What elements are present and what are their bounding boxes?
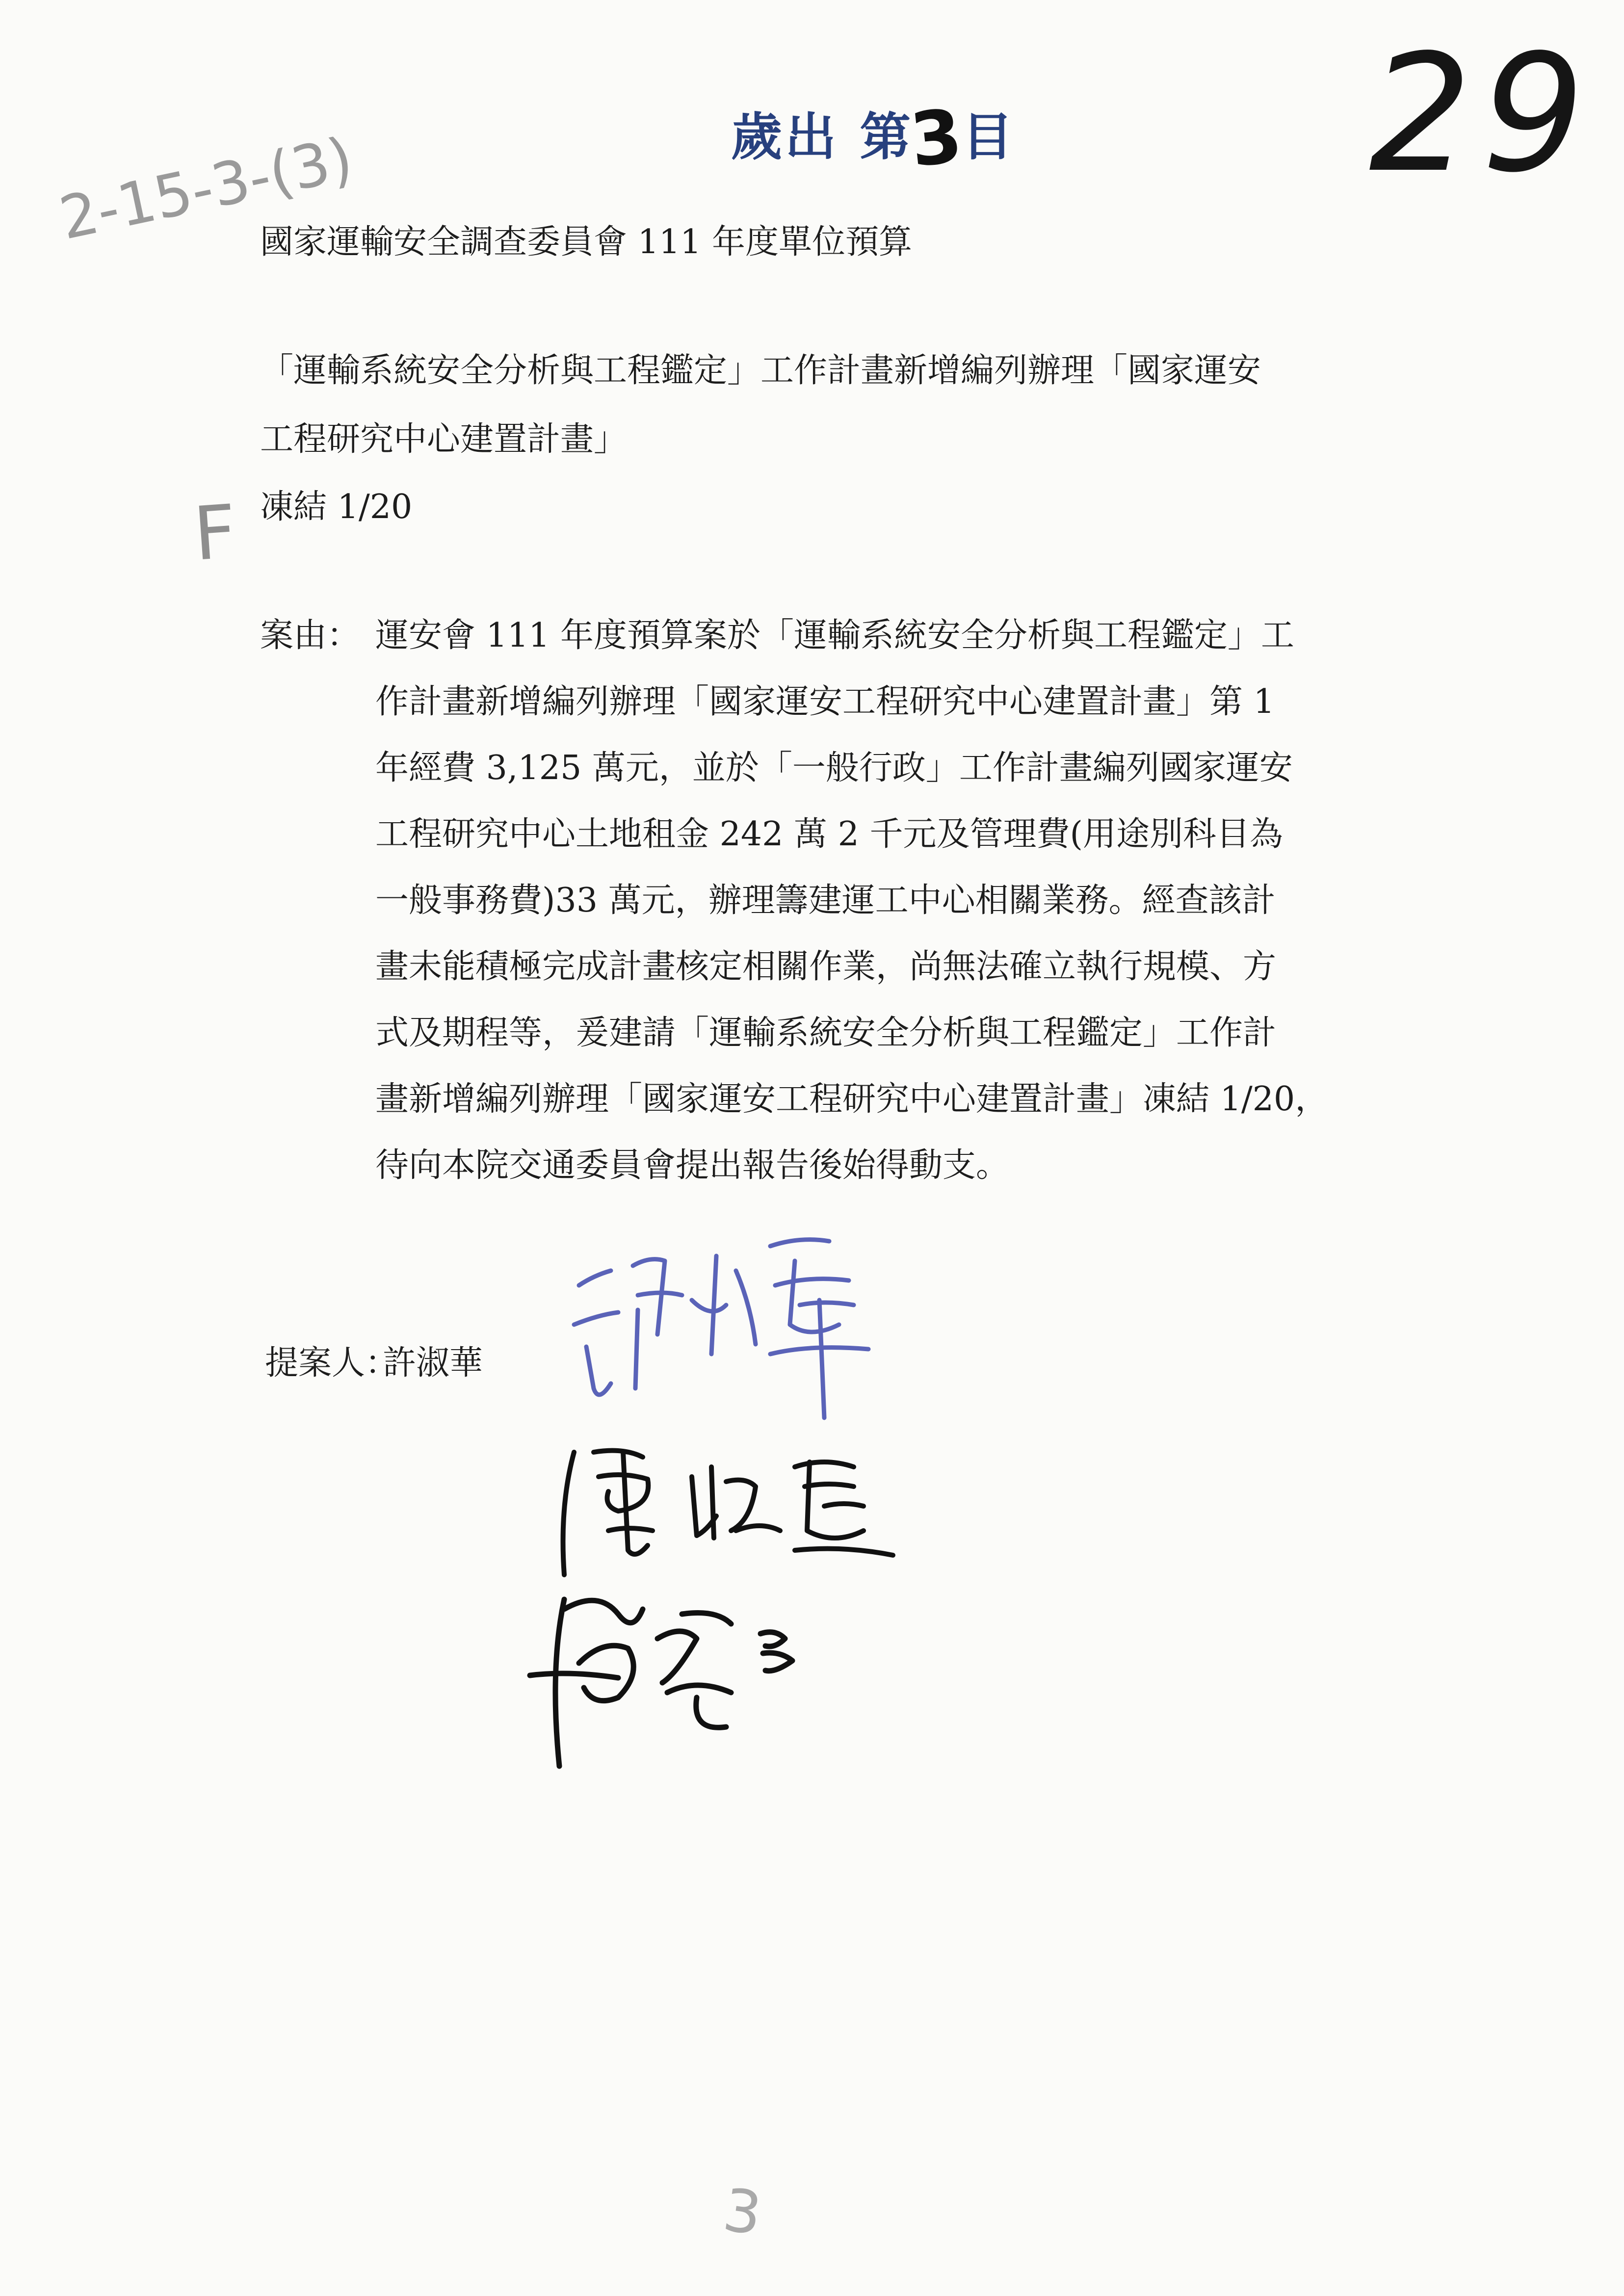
- subject-line: 工程研究中心建置計畫」: [260, 420, 628, 459]
- reason-line: 年經費 3,125 萬元，並於「一般行政」工作計畫編列國家運安: [375, 749, 1293, 787]
- reason-line: 運安會 111 年度預算案於「運輸系統安全分析與工程鑑定」工: [375, 616, 1295, 655]
- proposer-label: 提案人：: [265, 1344, 399, 1383]
- stamp-prefix: 歲出 第: [731, 107, 914, 167]
- reason-line: 式及期程等，爰建請「運輸系統安全分析與工程鑑定」工作計: [375, 1014, 1277, 1052]
- stamp-suffix: 目: [962, 107, 1016, 167]
- budget-category-stamp: [731, 93, 1016, 184]
- reason-line: 一般事務費)33 萬元，辦理籌建運工中心相關業務。經查該計: [375, 881, 1276, 920]
- subject-line: 「運輸系統安全分析與工程鑑定」工作計畫新增編列辦理「國家運安: [260, 351, 1261, 390]
- reason-line: 待向本院交通委員會提出報告後始得動支。: [375, 1146, 1010, 1185]
- reason-line: 畫新增編列辦理「國家運安工程研究中心建置計畫」凍結 1/20，: [375, 1080, 1329, 1119]
- stamp-handwritten-digit: 3: [906, 93, 969, 184]
- handwritten-page-number: 29: [1369, 20, 1595, 208]
- handwritten-f-mark: F: [191, 489, 239, 577]
- decision-freeze: 凍結 1/20: [260, 488, 413, 526]
- signature-3: [520, 1580, 893, 1776]
- reason-label: 案由：: [260, 616, 361, 655]
- handwritten-reference-code: 2-15-3-(3): [54, 125, 359, 253]
- signature-1: [564, 1226, 917, 1433]
- reason-line: 作計畫新增編列辦理「國家運安工程研究中心建置計畫」第 1: [375, 682, 1275, 721]
- handwritten-bottom-mark: 3: [719, 2176, 766, 2249]
- proposer-name: 許淑華: [383, 1344, 483, 1383]
- reason-line: 工程研究中心土地租金 242 萬 2 千元及管理費(用途別科目為: [375, 815, 1283, 854]
- budget-header-title: 國家運輸安全調查委員會 111 年度單位預算: [260, 223, 913, 261]
- signature-2: [550, 1433, 922, 1590]
- reason-line: 畫未能積極完成計畫核定相關作業，尚無法確立執行規模、方: [375, 947, 1277, 986]
